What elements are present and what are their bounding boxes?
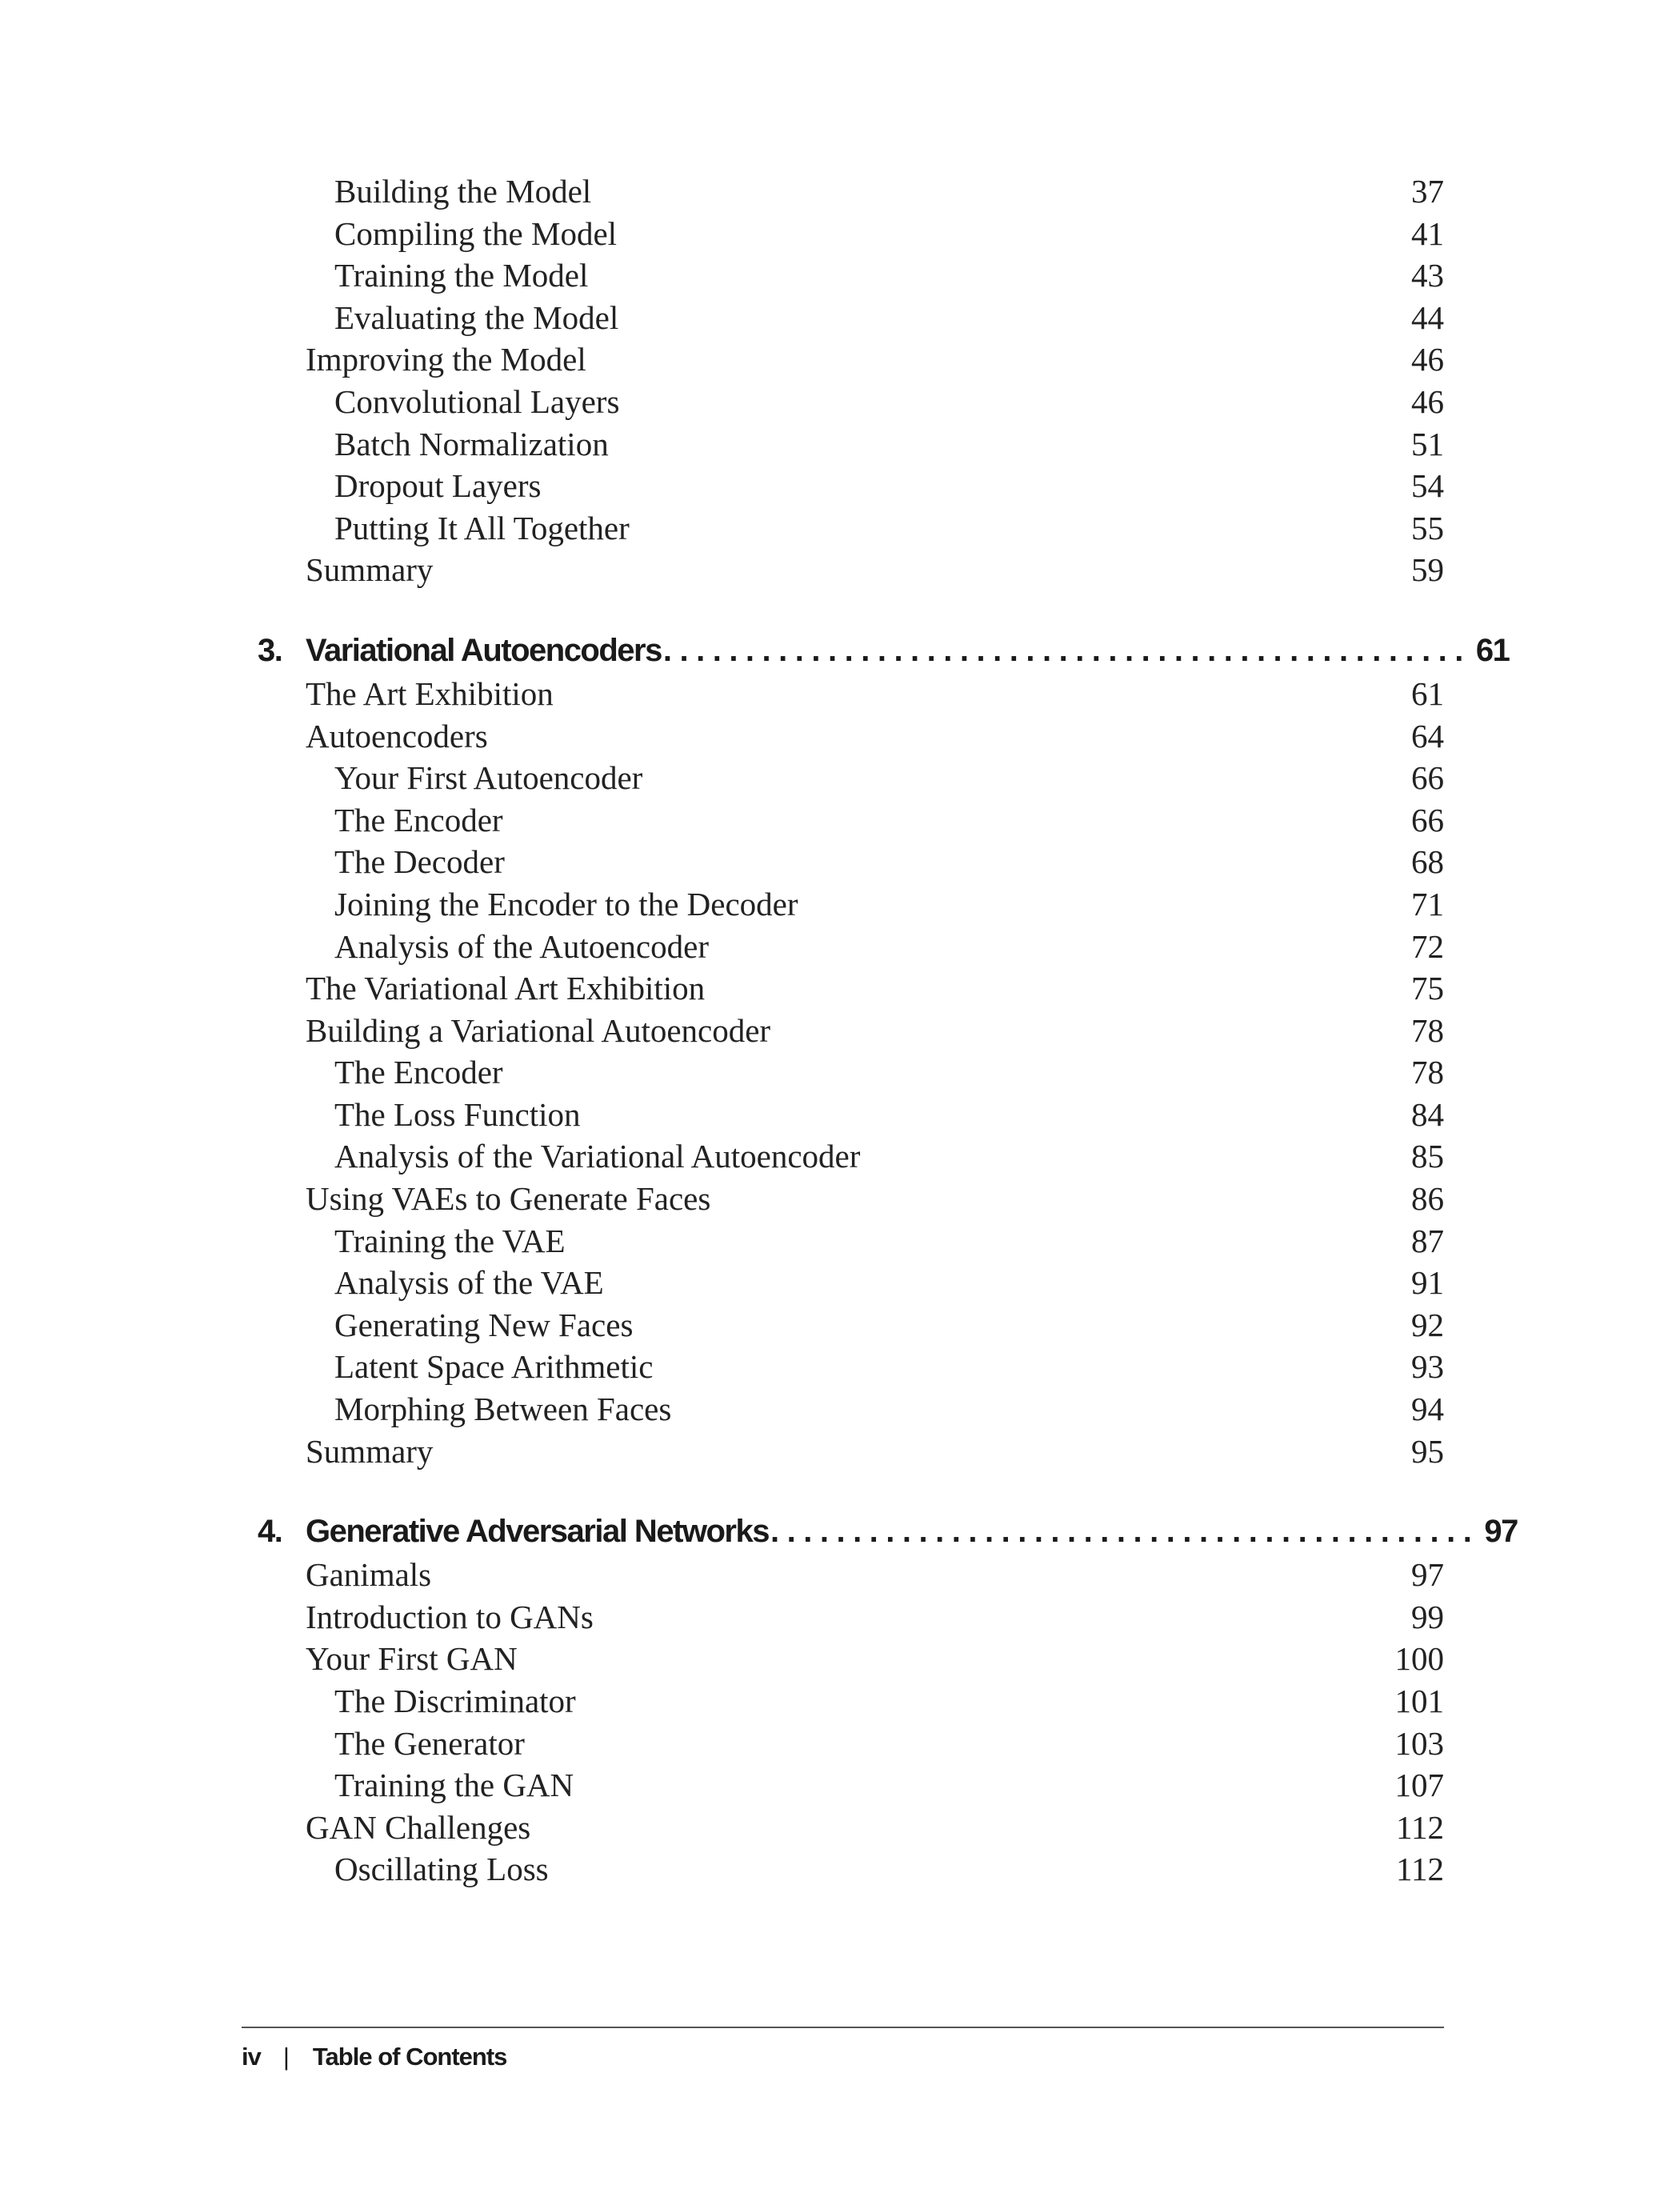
toc-entry[interactable] (0, 1764, 1680, 1807)
toc-section-page: 100 (1394, 1640, 1444, 1678)
toc-section[interactable] (0, 549, 1680, 591)
toc-section-page: 46 (1411, 341, 1444, 378)
toc-entry[interactable] (0, 1262, 1680, 1304)
toc-entry-page: 68 (1411, 843, 1444, 881)
toc-entry-page: 37 (1411, 173, 1444, 210)
toc-entry[interactable] (0, 1304, 1680, 1347)
toc-entry[interactable] (0, 1135, 1680, 1178)
toc-section[interactable] (0, 715, 1680, 758)
toc-entry-page: 112 (1396, 1851, 1444, 1888)
toc-section-page: 95 (1411, 1432, 1444, 1470)
toc-section[interactable] (0, 967, 1680, 1010)
toc-entry-title: Dropout Layers (334, 467, 542, 505)
toc-section-page: 86 (1411, 1180, 1444, 1218)
toc-entry-page: 71 (1411, 885, 1444, 922)
toc-entry[interactable] (0, 1723, 1680, 1765)
toc-section-page: 64 (1411, 717, 1444, 754)
toc-entry-title: Latent Space Arithmetic (334, 1348, 654, 1386)
toc-section-title: The Variational Art Exhibition (306, 970, 706, 1007)
toc-section-title: Improving the Model (306, 341, 586, 378)
toc-section[interactable] (0, 1178, 1680, 1220)
page-footer (242, 2039, 506, 2075)
toc-entry[interactable] (0, 381, 1680, 423)
toc-entry-title: Training the VAE (334, 1222, 566, 1259)
toc-entry-title: Analysis of the Variational Autoencoder (334, 1138, 861, 1175)
toc-entry-title: The Encoder (334, 1054, 503, 1091)
chapter-title: Variational Autoencoders (306, 632, 662, 668)
table-of-contents (0, 170, 1680, 1891)
toc-entry-title: Analysis of the VAE (334, 1264, 604, 1302)
toc-entry-page: 54 (1411, 467, 1444, 505)
chapter-3-entries (0, 673, 1680, 1472)
toc-section-page: 61 (1411, 674, 1444, 712)
toc-entry-title: Analysis of the Autoencoder (334, 927, 709, 965)
toc-entry[interactable] (0, 170, 1680, 213)
toc-entry[interactable] (0, 1346, 1680, 1388)
toc-entry[interactable] (0, 799, 1680, 842)
toc-entry-page: 101 (1394, 1683, 1444, 1719)
toc-section[interactable] (0, 1431, 1680, 1473)
toc-entry-page: 103 (1394, 1724, 1444, 1762)
chapter-heading-3[interactable] (0, 629, 1680, 673)
toc-section[interactable] (0, 1596, 1680, 1639)
toc-entry[interactable] (0, 1051, 1680, 1094)
toc-entry-page: 92 (1411, 1306, 1444, 1343)
toc-entry-page: 107 (1394, 1767, 1444, 1804)
toc-entry-page: 94 (1411, 1391, 1444, 1428)
toc-entry[interactable] (0, 1094, 1680, 1136)
chapter-page: 61 (1475, 632, 1510, 668)
toc-entry-title: The Discriminator (334, 1683, 576, 1719)
running-footer-title: Table of Contents (312, 2043, 507, 2071)
toc-entry[interactable] (0, 1220, 1680, 1263)
toc-entry[interactable] (0, 254, 1680, 297)
toc-entry-page: 91 (1411, 1264, 1444, 1302)
page-folio: iv (242, 2043, 261, 2071)
toc-entry-page: 46 (1411, 382, 1444, 420)
toc-entry-page: 51 (1411, 425, 1444, 462)
toc-section-title: Summary (306, 551, 434, 589)
toc-section[interactable] (0, 1010, 1680, 1052)
toc-entry-page: 41 (1411, 214, 1444, 252)
toc-section-title: The Art Exhibition (306, 674, 554, 712)
toc-entry-title: Your First Autoencoder (334, 759, 643, 797)
dot-leader: ................................................. (662, 632, 1471, 668)
chapter-page: 97 (1484, 1514, 1518, 1550)
toc-section-title: GAN Challenges (306, 1808, 531, 1846)
toc-entry-page: 85 (1411, 1138, 1444, 1175)
toc-entry[interactable] (0, 1848, 1680, 1891)
toc-entry[interactable] (0, 757, 1680, 799)
toc-entry[interactable] (0, 926, 1680, 968)
toc-entry-page: 78 (1411, 1054, 1444, 1091)
chapter-number: 4. (258, 1514, 282, 1550)
toc-section-page: 99 (1411, 1598, 1444, 1635)
chapter-number: 3. (258, 632, 282, 668)
toc-entry-title: The Decoder (334, 843, 505, 881)
toc-entry-title: Oscillating Loss (334, 1851, 549, 1888)
toc-section-page: 112 (1396, 1808, 1444, 1846)
footer-divider (242, 2027, 1444, 2028)
toc-entry-page: 44 (1411, 298, 1444, 336)
toc-entry[interactable] (0, 841, 1680, 883)
toc-entry[interactable] (0, 1388, 1680, 1431)
toc-section-title: Summary (306, 1432, 434, 1470)
toc-entry-title: Morphing Between Faces (334, 1391, 672, 1428)
toc-entry[interactable] (0, 465, 1680, 507)
footer-separator: | (282, 2043, 289, 2071)
toc-section-page: 78 (1411, 1011, 1444, 1049)
toc-section[interactable] (0, 1807, 1680, 1849)
toc-section-title: Using VAEs to Generate Faces (306, 1180, 711, 1218)
toc-entry-title: Generating New Faces (334, 1306, 634, 1343)
toc-continued-entries (0, 170, 1680, 591)
toc-section-page: 59 (1411, 551, 1444, 589)
toc-entry-title: The Encoder (334, 801, 503, 838)
toc-entry-title: The Loss Function (334, 1095, 581, 1133)
toc-entry-page: 84 (1411, 1095, 1444, 1133)
chapter-4-entries (0, 1554, 1680, 1891)
toc-entry-title: Evaluating the Model (334, 298, 619, 336)
toc-section[interactable] (0, 673, 1680, 715)
toc-section-page: 75 (1411, 970, 1444, 1007)
toc-entry-title: Training the GAN (334, 1767, 574, 1804)
toc-entry-title: Compiling the Model (334, 214, 618, 252)
toc-entry[interactable] (0, 507, 1680, 550)
toc-entry-page: 87 (1411, 1222, 1444, 1259)
dot-leader: ........................................... (770, 1514, 1480, 1550)
toc-entry[interactable] (0, 297, 1680, 339)
toc-entry-page: 43 (1411, 257, 1444, 294)
toc-entry-title: Building the Model (334, 173, 592, 210)
toc-section-page: 97 (1411, 1556, 1444, 1594)
toc-entry-title: Joining the Encoder to the Decoder (334, 885, 798, 922)
toc-section[interactable] (0, 1554, 1680, 1596)
toc-section-title: Ganimals (306, 1556, 432, 1594)
toc-entry-title: Putting It All Together (334, 509, 630, 546)
toc-entry-title: The Generator (334, 1724, 525, 1762)
toc-entry-page: 72 (1411, 927, 1444, 965)
toc-entry-page: 66 (1411, 801, 1444, 838)
toc-entry[interactable] (0, 883, 1680, 926)
toc-entry-title: Training the Model (334, 257, 589, 294)
toc-section-title: Your First GAN (306, 1640, 518, 1678)
toc-section-title: Introduction to GANs (306, 1598, 594, 1635)
toc-section-title: Building a Variational Autoencoder (306, 1011, 771, 1049)
chapter-heading-4[interactable] (0, 1510, 1680, 1554)
toc-entry[interactable] (0, 1680, 1680, 1723)
toc-entry[interactable] (0, 423, 1680, 466)
toc-entry-page: 66 (1411, 759, 1444, 797)
toc-section[interactable] (0, 1638, 1680, 1680)
toc-entry-title: Convolutional Layers (334, 382, 620, 420)
chapter-title: Generative Adversarial Networks (306, 1514, 769, 1550)
toc-section-title: Autoencoders (306, 717, 488, 754)
toc-entry-page: 93 (1411, 1348, 1444, 1386)
toc-entry[interactable] (0, 213, 1680, 255)
toc-entry-page: 55 (1411, 509, 1444, 546)
toc-section[interactable] (0, 338, 1680, 381)
toc-entry-title: Batch Normalization (334, 425, 609, 462)
